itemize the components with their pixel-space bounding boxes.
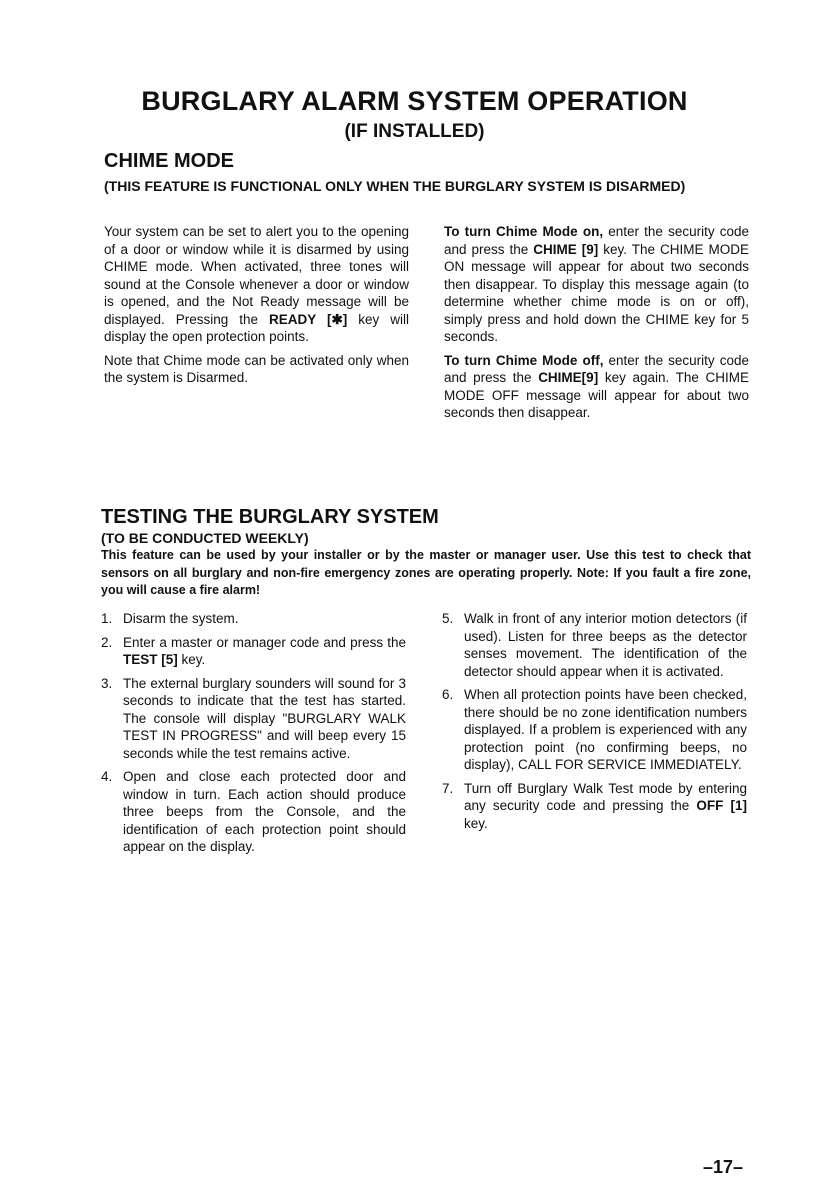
testing-intro: This feature can be used by your installer or by the master or manager user. Use this test to check that sensors on all burglary and non-fire emergency zones are operating properly. Note: If you fault a fire zone, you will cause a fire alarm! bbox=[101, 548, 751, 597]
steps-list-left bbox=[101, 610, 406, 856]
step-5: 5. Walk in front of any interior motion detectors (if used). Listen for three beeps as the detector senses movement. The identification of the detector should appear when it is activated. bbox=[442, 611, 747, 679]
page-subtitle: (IF INSTALLED) bbox=[344, 121, 485, 142]
testing-heading: TESTING THE BURGLARY SYSTEM bbox=[101, 506, 439, 528]
chime-heading: CHIME MODE bbox=[104, 150, 234, 172]
chime-left-column bbox=[104, 223, 409, 393]
test-key-label: TEST [5] bbox=[123, 652, 178, 667]
chime-off-paragraph: To turn Chime Mode off, enter the security code and press the CHIME[9] key again. The CHIME MODE OFF message will appear for about two seconds then disappear. bbox=[444, 352, 749, 420]
page-number: –17– bbox=[702, 1157, 743, 1177]
step-7: 7. Turn off Burglary Walk Test mode by entering any security code and pressing the OFF [1] key. bbox=[442, 780, 748, 831]
step-2: 2. Enter a master or manager code and press the TEST [5] key. bbox=[101, 634, 406, 667]
chime-left-paragraph-1: Your system can be set to alert you to the opening of a door or window while it is disarmed by using CHIME mode. When activated, three tones will sound at the Console whenever a door or window is opened, and the Not Ready message will be displayed. Pressing the READY [✱] key will display the open protection points. bbox=[104, 224, 409, 344]
chime-right-column bbox=[444, 223, 749, 428]
chime-on-paragraph: To turn Chime Mode on, enter the security code and press the CHIME [9] key. The CHIME MODE ON message will appear for about two seconds then disappear. To display this message again (to determine whether chime mode is on or off), simply press and hold down the CHIME key for 5 seconds. bbox=[444, 224, 750, 344]
step-1: 1. Disarm the system. bbox=[101, 611, 239, 626]
chime-off-lead: To turn Chime Mode off, bbox=[444, 352, 604, 368]
step-3: 3. The external burglary sounders will sound for 3 seconds to indicate that the test has started. The console will display "BURGLARY WALK TEST IN PROGRESS" and will beep every 15 seconds while the test remains active. bbox=[101, 675, 406, 761]
chime-left-paragraph-2: Note that Chime mode can be activated only when the system is Disarmed. bbox=[104, 352, 409, 385]
ready-key-label: READY [✱] bbox=[269, 311, 348, 327]
off-key-label: OFF [1] bbox=[696, 798, 748, 813]
chime-on-lead: To turn Chime Mode on, bbox=[444, 224, 604, 239]
page-title: BURGLARY ALARM SYSTEM OPERATION bbox=[141, 86, 688, 116]
step-6: 6. When all protection points have been checked, there should be no zone identification numbers displayed. If a problem is experienced with any protection point (no confirming beeps, no display), CALL FOR SERVICE IMMEDIATELY. bbox=[442, 687, 747, 772]
steps-list-right bbox=[442, 610, 747, 832]
testing-right-column bbox=[442, 610, 747, 838]
step-4: 4. Open and close each protected door and window in turn. Each action should produce three beeps from the Console, and the identification of each protection point should appear on the display. bbox=[101, 769, 406, 854]
chime-key-label: CHIME [9] bbox=[533, 241, 599, 257]
chime-key-label-2: CHIME[9] bbox=[538, 370, 599, 385]
testing-left-column bbox=[101, 610, 406, 862]
testing-subheading: (TO BE CONDUCTED WEEKLY) bbox=[101, 530, 309, 546]
chime-subheading: (THIS FEATURE IS FUNCTIONAL ONLY WHEN THE BURGLARY SYSTEM IS DISARMED) bbox=[104, 178, 686, 194]
